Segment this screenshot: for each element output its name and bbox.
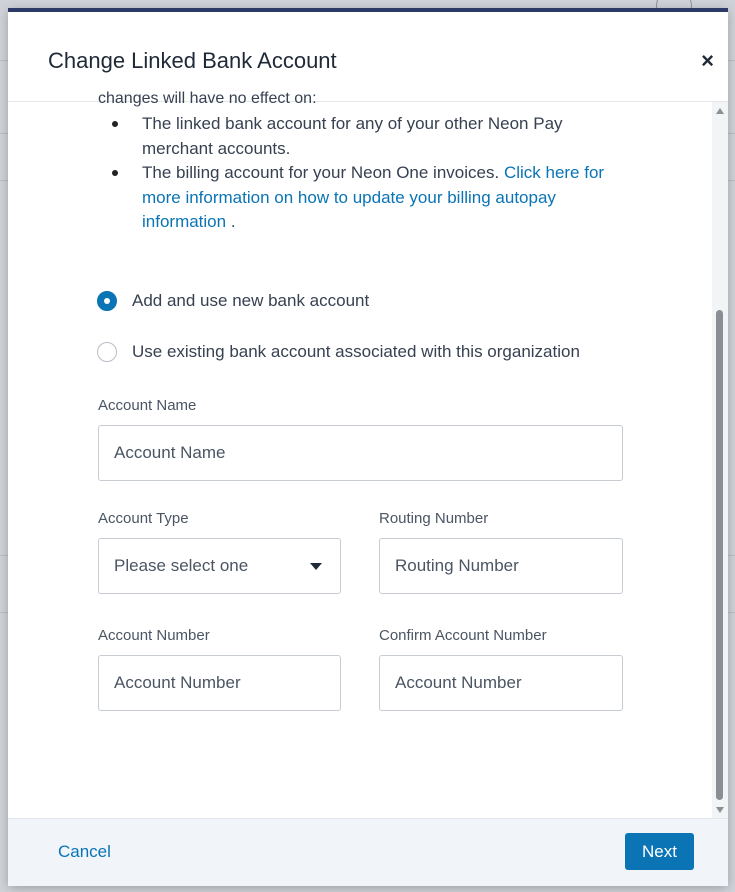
modal-footer — [8, 818, 728, 886]
account-name-input[interactable]: Account Name — [98, 425, 623, 481]
confirm-account-number-input[interactable]: Account Number — [379, 655, 623, 711]
option-existing-bank-account[interactable] — [97, 342, 580, 362]
list-item — [98, 112, 638, 161]
radio-unselected-icon[interactable] — [97, 342, 117, 362]
scroll-up-icon[interactable] — [716, 108, 724, 114]
intro-text: changes will have no effect on: — [98, 90, 317, 107]
option-new-bank-account[interactable] — [97, 291, 369, 311]
bullet-text: The billing account for your Neon One invoices. — [142, 163, 500, 182]
cancel-button[interactable]: Cancel — [58, 842, 111, 861]
account-type-value: Please select one — [114, 556, 249, 575]
routing-number-input[interactable]: Routing Number — [379, 538, 623, 594]
close-icon[interactable]: × — [701, 48, 714, 73]
modal-body — [8, 90, 728, 819]
account-name-label: Account Name — [98, 397, 197, 414]
confirm-account-number-label: Confirm Account Number — [379, 627, 547, 644]
modal-header — [8, 12, 728, 102]
option-label: Use existing bank account associated with this organization — [132, 342, 580, 361]
caret-down-icon — [310, 563, 322, 570]
next-button[interactable]: Next — [625, 833, 694, 870]
bullet-text: The linked bank account for any of your other Neon Pay merchant accounts. — [142, 114, 563, 158]
scrollbar-thumb[interactable] — [716, 310, 723, 800]
account-type-label: Account Type — [98, 510, 189, 527]
option-label: Add and use new bank account — [132, 291, 370, 310]
effect-list — [98, 112, 638, 235]
modal-scrollbar[interactable] — [712, 102, 728, 819]
routing-number-label: Routing Number — [379, 510, 489, 527]
modal-title: Change Linked Bank Account — [48, 48, 337, 73]
account-type-select[interactable] — [98, 538, 341, 594]
change-bank-account-modal — [8, 8, 728, 886]
bullet-icon — [112, 170, 118, 176]
account-number-label: Account Number — [98, 627, 210, 644]
link-suffix: . — [226, 212, 236, 231]
billing-info-link[interactable]: Click here for more information on how to update your billing autopay information — [142, 163, 605, 231]
list-item — [98, 161, 638, 235]
scroll-down-icon[interactable] — [716, 807, 724, 813]
bullet-icon — [112, 121, 118, 127]
account-number-input[interactable]: Account Number — [98, 655, 341, 711]
radio-selected-icon[interactable] — [97, 291, 117, 311]
